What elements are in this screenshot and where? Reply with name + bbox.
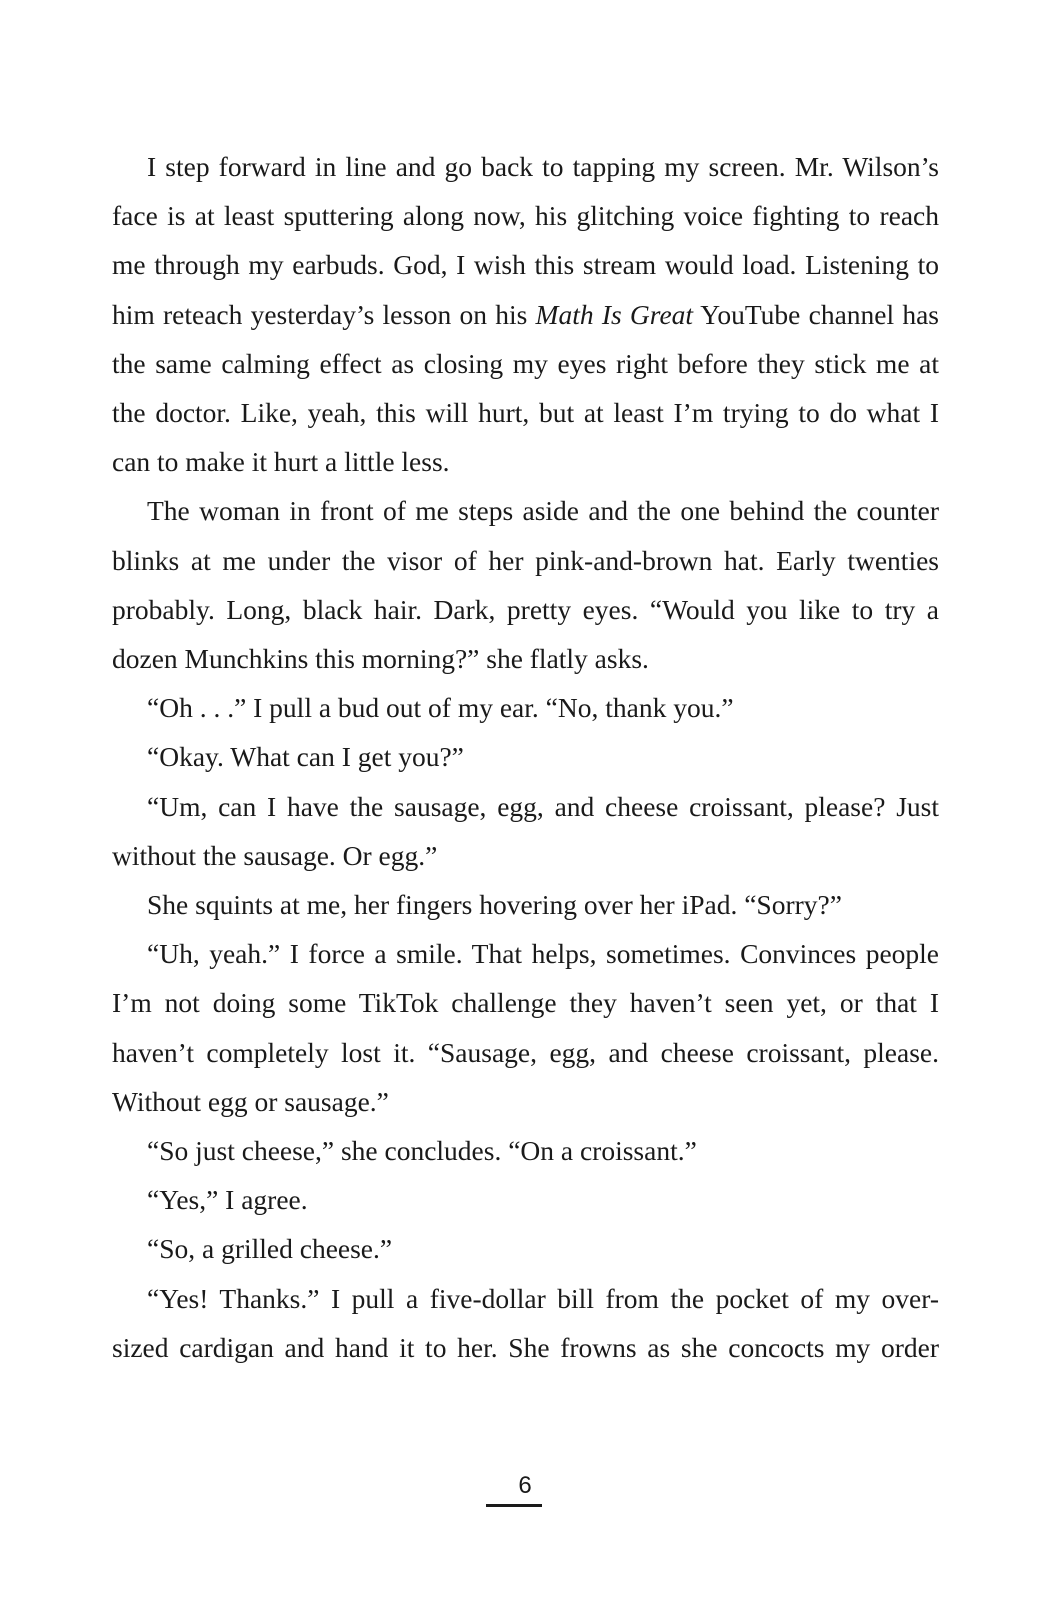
paragraph — [112, 929, 939, 1126]
paragraph-text: She squints at me, her fingers hovering over her iPad. “Sorry?” — [147, 889, 842, 921]
paragraph-text: “Yes,” I agree. — [147, 1184, 308, 1216]
paragraph-text: I step forward in line and go back to tapping my screen. Mr. Wilson’s face is at least sputtering along now, his glitching voice fighting to reach me through my earbuds. God, I wish this stream would load. Listening to him reteach yesterday’s lesson on his — [112, 151, 939, 330]
page-body — [112, 142, 939, 1372]
page-number: 6 — [518, 1472, 532, 1499]
paragraph — [112, 683, 939, 732]
paragraph — [112, 1175, 939, 1224]
paragraph — [112, 1126, 939, 1175]
paragraph-text: “Yes! Thanks.” I pull a five-dollar bill from the pocket of my over-sized cardigan and hand it to her. She frowns as she concocts my order — [112, 1282, 939, 1363]
paragraph-text: The woman in front of me steps aside and the one behind the counter blinks at me under the visor of her pink-and-brown hat. Early twenties probably. Long, black hair. Dark, pretty eyes. “Would you like to try a dozen Munchkins this morning?” she flatly asks. — [112, 495, 939, 675]
page-number-rule — [486, 1504, 542, 1507]
paragraph — [112, 1224, 939, 1273]
paragraph — [112, 142, 939, 486]
paragraph-text: “Uh, yeah.” I force a smile. That helps, sometimes. Convinces people I’m not doing some TikTok challenge they haven’t seen yet, or that I haven’t completely lost it. “Sausage, egg, and cheese croissant, please. Without egg or sausage.” — [112, 938, 939, 1117]
paragraph-text: “Okay. What can I get you?” — [147, 741, 464, 773]
paragraph — [112, 732, 939, 781]
paragraph-text: “Um, can I have the sausage, egg, and cheese croissant, please? Just without the sausage. Or egg.” — [112, 790, 939, 871]
paragraph-text: “So, a grilled cheese.” — [147, 1233, 393, 1265]
paragraph — [112, 782, 939, 880]
paragraph — [112, 1274, 939, 1372]
italic-title-text: Math Is Great — [535, 298, 694, 330]
paragraph-text: “Oh . . .” I pull a bud out of my ear. “No, thank you.” — [147, 692, 734, 724]
paragraph — [112, 486, 939, 683]
paragraph-text: “So just cheese,” she concludes. “On a croissant.” — [147, 1135, 697, 1167]
paragraph — [112, 880, 939, 929]
paragraph-text: YouTube channel has the same calming effect as closing my eyes right before they stick me at the doctor. Like, yeah, this will hurt, but at least I’m trying to do what I can to make it hurt a little less. — [112, 298, 940, 478]
page-footer — [0, 1472, 1050, 1506]
